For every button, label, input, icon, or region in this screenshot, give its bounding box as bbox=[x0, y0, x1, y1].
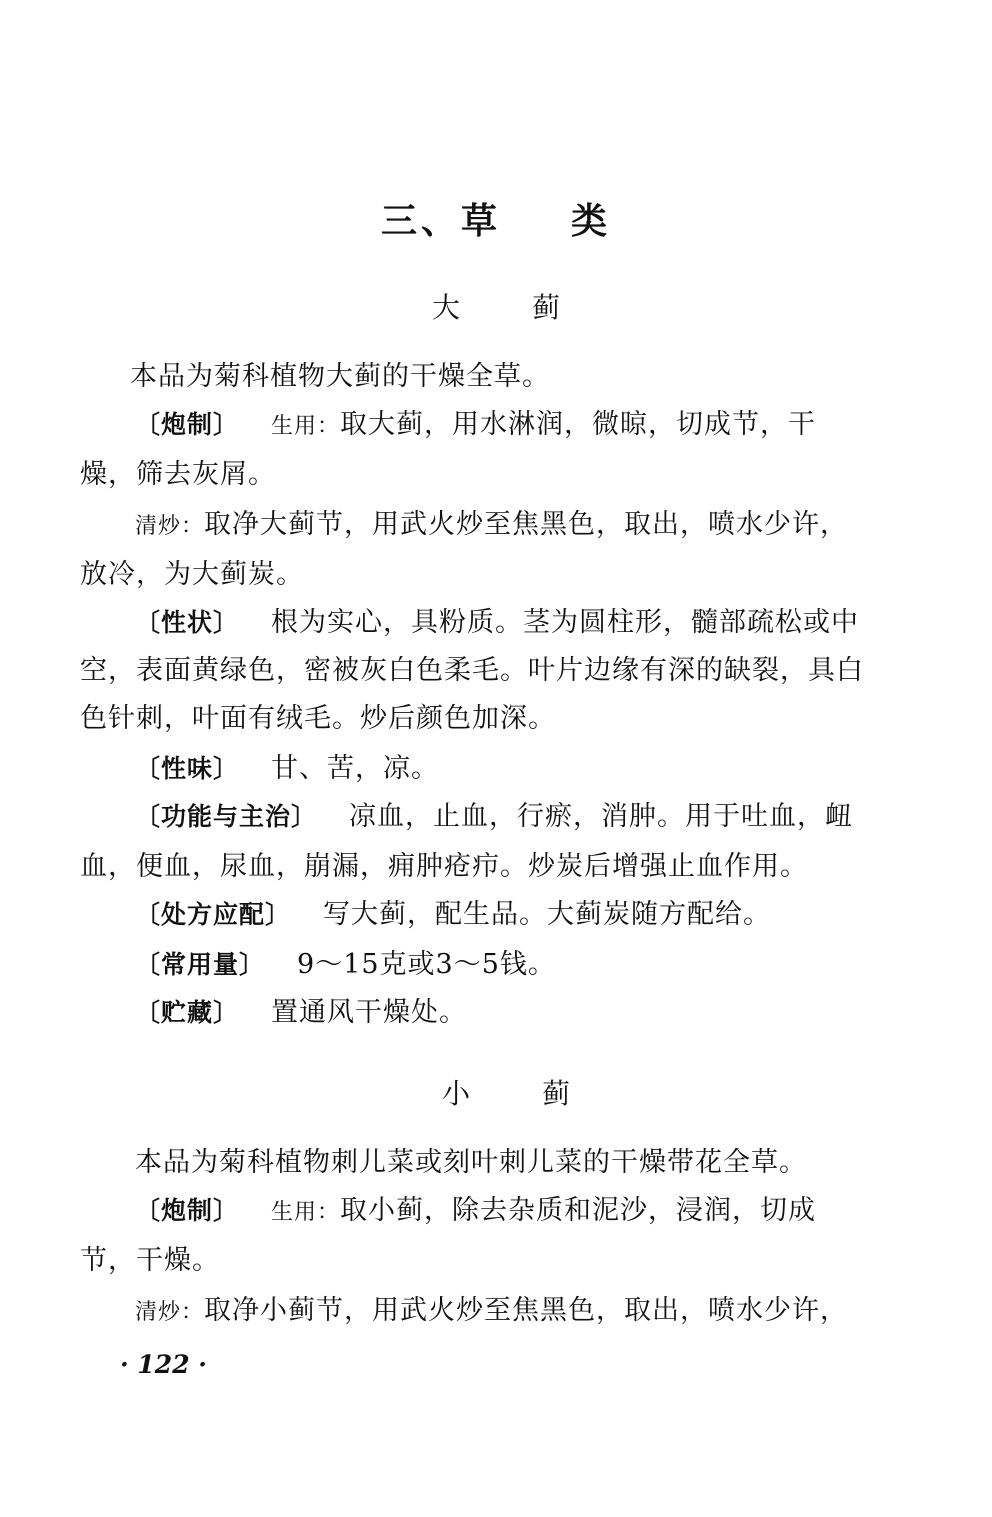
entry1-properties-cont2: 色针刺，叶面有绒毛。炒后颜色加深。 bbox=[80, 703, 556, 734]
raw-use-label: 生用： bbox=[271, 414, 341, 439]
entry1-properties-cont: 空，表面黄绿色，密被灰白色柔毛。叶片边缘有深的缺裂，具白 bbox=[80, 655, 864, 686]
entry1-prescription bbox=[135, 898, 771, 932]
entry1-stirfry-cont: 放冷，为大蓟炭。 bbox=[80, 559, 304, 590]
stirfry-text: 取净小蓟节，用武火炒至焦黑色，取出，喷水少许， bbox=[204, 1295, 849, 1326]
entry1-processing-cont: 燥，筛去灰屑。 bbox=[80, 459, 276, 490]
entry2-stirfry bbox=[135, 1294, 848, 1330]
taste-text: 甘、苦，凉。 bbox=[271, 753, 440, 784]
properties-tag: 〔性状〕 bbox=[135, 608, 240, 637]
entry2-intro: 本品为菊科植物刺儿菜或刻叶刺儿菜的干燥带花全草。 bbox=[135, 1147, 807, 1178]
chapter-heading-part2: 类 bbox=[571, 201, 612, 242]
entry2-processing bbox=[135, 1194, 816, 1230]
entry1-intro: 本品为菊科植物大蓟的干燥全草。 bbox=[130, 361, 550, 392]
raw-use-label: 生用： bbox=[271, 1200, 341, 1225]
storage-tag: 〔贮藏〕 bbox=[135, 998, 240, 1027]
entry1-functions-cont: 血，便血，尿血，崩漏，痈肿疮疖。炒炭后增强止血作用。 bbox=[80, 851, 808, 882]
entry1-functions bbox=[135, 800, 853, 834]
prescription-text: 写大蓟，配生品。大蓟炭随方配给。 bbox=[323, 899, 772, 930]
dosage-text: 9～15克或3～5钱。 bbox=[297, 949, 556, 980]
entry-title-char: 小 bbox=[441, 1077, 470, 1110]
functions-tag: 〔功能与主治〕 bbox=[135, 802, 318, 831]
stirfry-text: 取净大蓟节，用武火炒至焦黑色，取出，喷水少许， bbox=[204, 509, 849, 540]
processing-tag: 〔炮制〕 bbox=[135, 1196, 240, 1225]
entry1-storage bbox=[135, 996, 467, 1030]
processing-text: 取大蓟，用水淋润，微晾，切成节，干 bbox=[340, 409, 817, 440]
entry1-stirfry bbox=[135, 508, 848, 544]
storage-text: 置通风干燥处。 bbox=[271, 997, 468, 1028]
processing-tag: 〔炮制〕 bbox=[135, 410, 240, 439]
entry1-properties bbox=[135, 606, 859, 640]
entry-title-daji bbox=[0, 286, 992, 326]
processing-text: 取小蓟，除去杂质和泥沙，浸润，切成 bbox=[340, 1195, 817, 1226]
page-number: · 122 · bbox=[120, 1350, 207, 1379]
dosage-tag: 〔常用量〕 bbox=[135, 950, 266, 979]
taste-tag: 〔性味〕 bbox=[135, 754, 240, 783]
chapter-heading bbox=[0, 193, 992, 244]
stirfry-label: 清炒： bbox=[135, 1300, 205, 1325]
entry2-processing-cont: 节，干燥。 bbox=[80, 1245, 220, 1276]
entry1-taste bbox=[135, 752, 439, 786]
entry-title-char: 蓟 bbox=[532, 291, 561, 324]
entry-title-char: 大 bbox=[431, 291, 460, 324]
entry-title-xiaoji bbox=[10, 1072, 992, 1112]
entry1-dosage bbox=[135, 948, 556, 982]
prescription-tag: 〔处方应配〕 bbox=[135, 900, 292, 929]
functions-text: 凉血，止血，行瘀，消肿。用于吐血，衄 bbox=[349, 801, 854, 832]
entry-title-char: 蓟 bbox=[542, 1077, 571, 1110]
stirfry-label: 清炒： bbox=[135, 514, 205, 539]
entry1-processing bbox=[135, 408, 816, 444]
properties-text: 根为实心，具粉质。茎为圆柱形，髓部疏松或中 bbox=[271, 607, 860, 638]
chapter-heading-part1: 三、草 bbox=[380, 201, 501, 242]
